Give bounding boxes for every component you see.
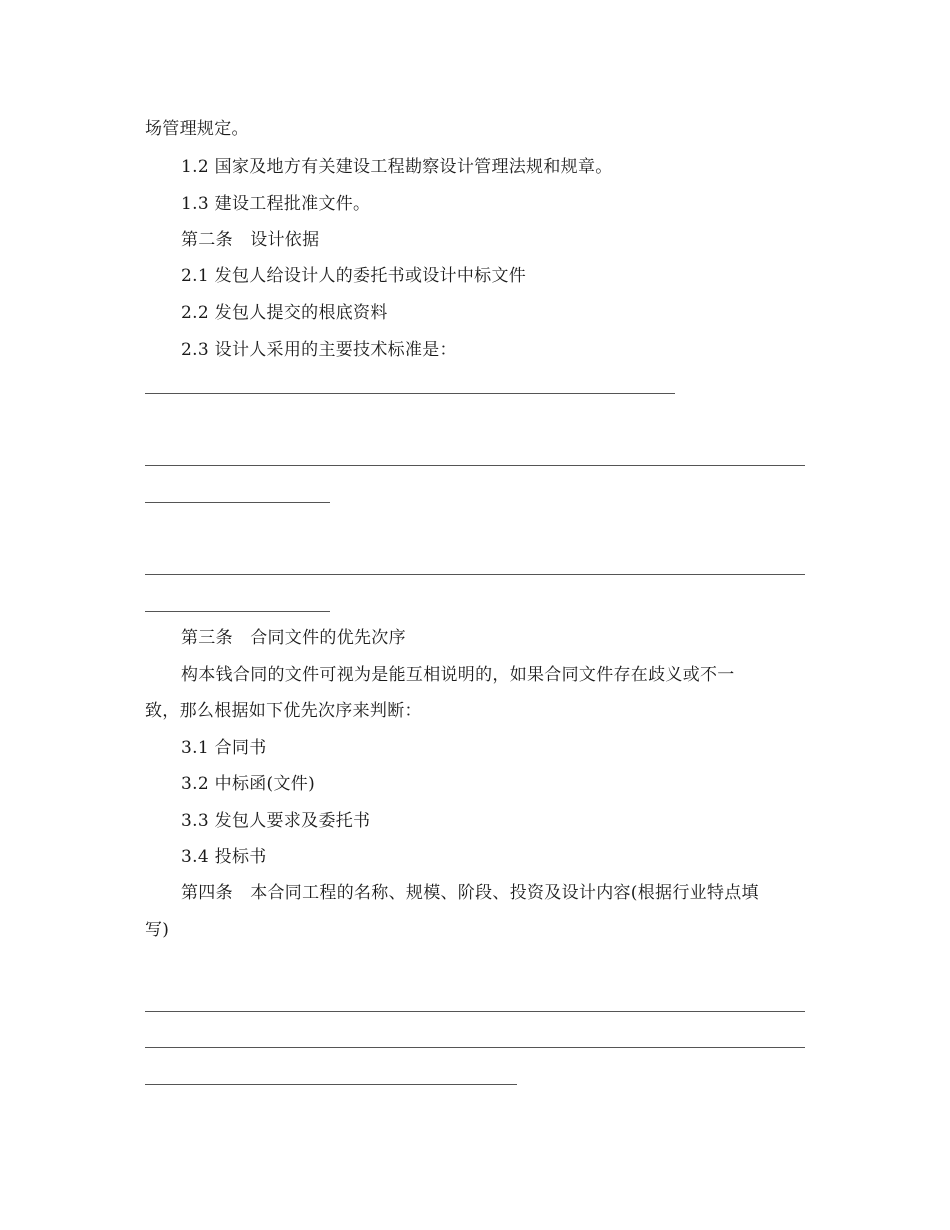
text-line: 3.3 发包人要求及委托书 xyxy=(181,811,371,831)
blank-fill-line xyxy=(145,502,330,503)
text-line: 1.3 建设工程批准文件。 xyxy=(181,194,371,214)
text-line: 3.4 投标书 xyxy=(181,847,267,867)
section-heading: 第三条 合同文件的优先次序 xyxy=(181,628,406,648)
blank-fill-line xyxy=(145,574,805,575)
text-line: 3.1 合同书 xyxy=(181,738,267,758)
text-line: 写) xyxy=(145,920,170,940)
blank-fill-line xyxy=(145,465,805,466)
blank-fill-line xyxy=(145,1047,805,1048)
text-line: 2.3 设计人采用的主要技术标准是： xyxy=(181,340,457,360)
section-heading: 第四条 本合同工程的名称、规模、阶段、投资及设计内容(根据行业特点填 xyxy=(181,883,759,903)
blank-fill-line xyxy=(145,1084,517,1085)
text-line: 场管理规定。 xyxy=(145,119,249,139)
text-line: 1.2 国家及地方有关建设工程勘察设计管理法规和规章。 xyxy=(181,157,613,177)
blank-fill-line xyxy=(145,611,330,612)
blank-fill-line xyxy=(145,393,675,394)
text-line: 2.2 发包人提交的根底资料 xyxy=(181,303,388,323)
section-heading: 第二条 设计依据 xyxy=(181,230,320,250)
text-line: 构本钱合同的文件可视为是能互相说明的，如果合同文件存在歧义或不一 xyxy=(181,665,735,685)
text-line: 3.2 中标函(文件) xyxy=(181,774,316,794)
blank-fill-line xyxy=(145,1011,805,1012)
text-line: 2.1 发包人给设计人的委托书或设计中标文件 xyxy=(181,266,527,286)
text-line: 致，那么根据如下优先次序来判断： xyxy=(145,701,422,721)
